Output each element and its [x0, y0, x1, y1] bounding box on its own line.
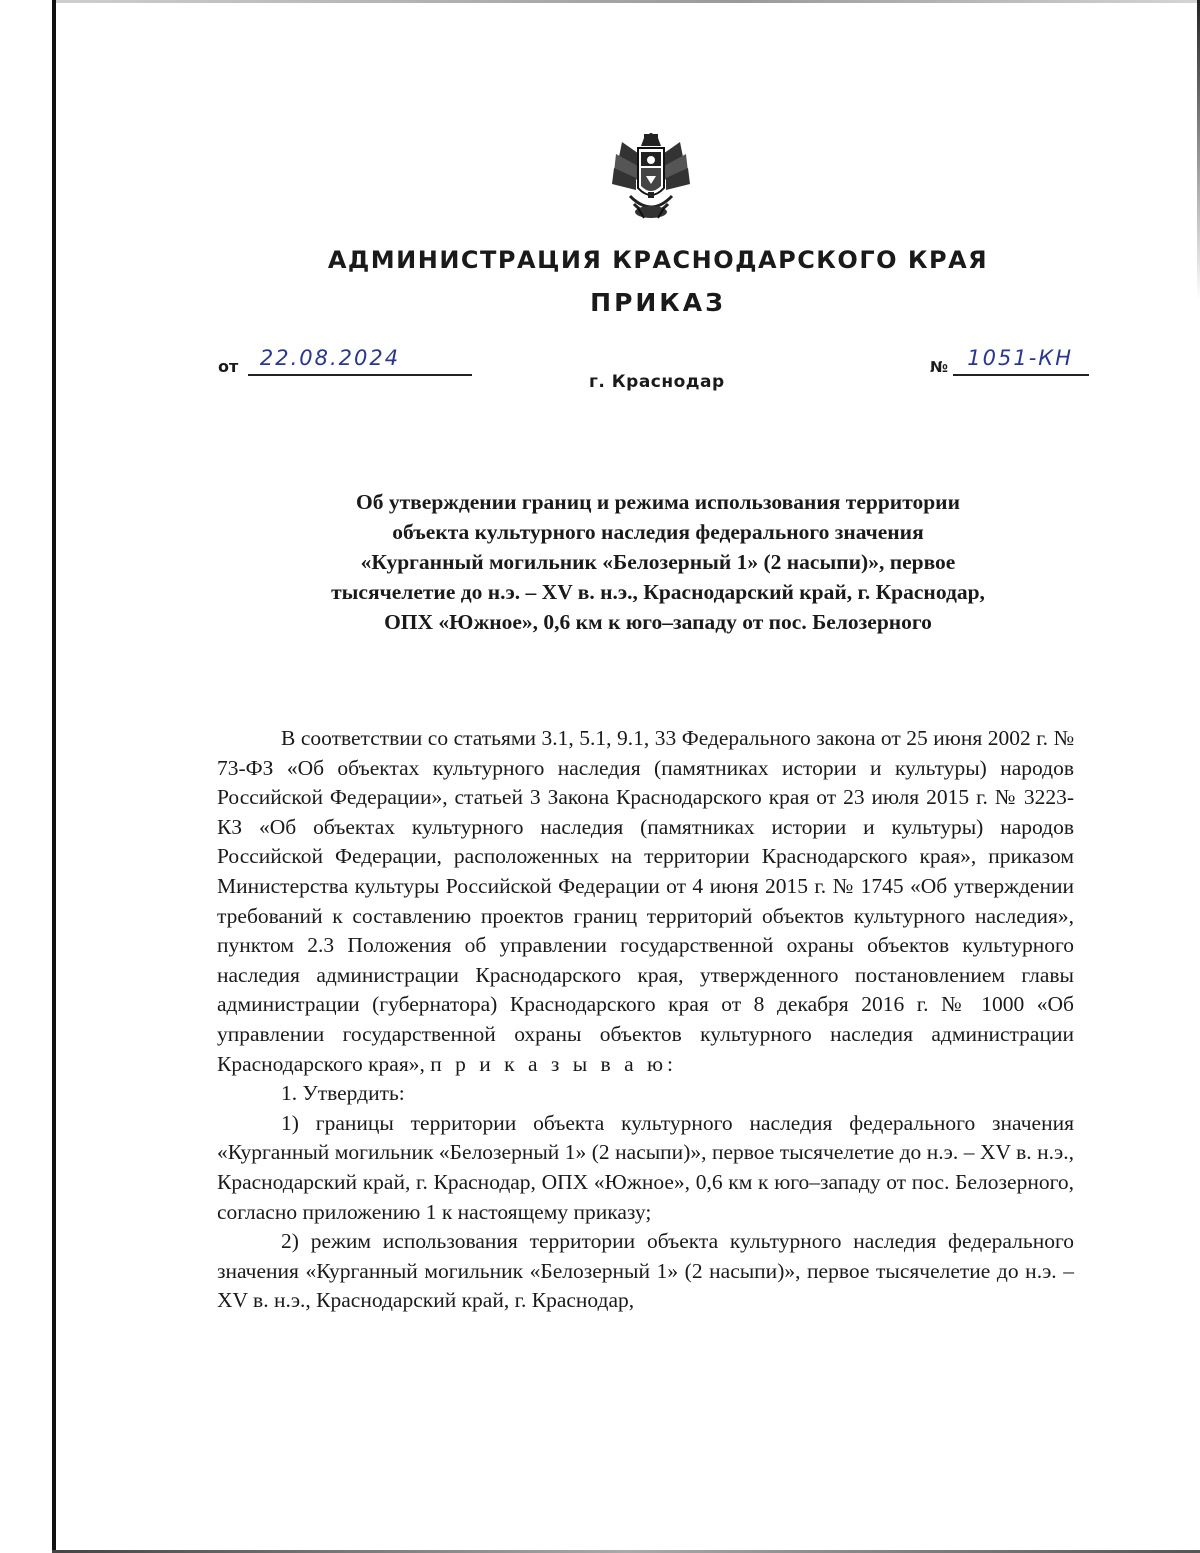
order-date-row — [218, 346, 472, 376]
scan-edge-top — [52, 0, 1200, 3]
number-prefix-label: № — [930, 358, 949, 376]
coat-of-arms-icon — [608, 132, 694, 224]
city-label: г. Краснодар — [589, 372, 725, 392]
organization-title: АДМИНИСТРАЦИЯ КРАСНОДАРСКОГО КРАЯ — [327, 246, 989, 274]
heading-line: тысячелетие до н.э. – XV в. н.э., Краснодарский край, г. Краснодар, — [331, 580, 985, 604]
document-heading — [236, 487, 1080, 637]
preamble-text: В соответствии со статьями 3.1, 5.1, 9.1, 33 Федерального закона от 25 июня 2002 г. № 73-ФЗ «Об объектах культурного наследия (памятниках истории и культуры) народов Российской Федерации», статьей 3 Закона Краснодарского края от 23 июля 2015 г. № 3223-КЗ «Об объектах культурного наследия (памятниках истории и культуры) народов Российской Федерации, расположенных на территории Краснодарского края», приказом Министерства культуры Российской Федерации от 4 июня 2015 г. № 1745 «Об утверждении требований к составлению проектов границ территорий объектов культурного наследия», пунктом 2.3 Положения об управлении государственной охраны объектов культурного наследия администрации Краснодарского края, утвержденного постановлением главы администрации (губернатора) Краснодарского края от 8 декабря 2016 г. № 1000 «Об управлении государственной охраны объектов культурного наследия администрации Краснодарского края», — [217, 726, 1074, 1076]
heading-line: ОПХ «Южное», 0,6 км к юго–западу от пос. Белозерного — [384, 610, 932, 634]
document-body — [217, 724, 1074, 1316]
scan-edge-left — [52, 0, 56, 1553]
order-number-row — [930, 346, 1089, 376]
item-1-1-paragraph: 1) границы территории объекта культурного наследия федерального значения «Курганный могильник «Белозерный 1» (2 насыпи)», первое тысячелетие до н.э. – XV в. н.э., Краснодарский край, г. Краснодар, ОПХ «Южное», 0,6 км к юго–западу от пос. Белозерного, согласно приложению 1 к настоящему приказу; — [217, 1110, 1074, 1224]
preamble-paragraph — [217, 724, 1074, 1079]
heading-line: объекта культурного наследия федерального значения — [392, 520, 924, 544]
order-date-field — [248, 346, 472, 376]
heading-line: «Курганный могильник «Белозерный 1» (2 насыпи)», первое — [360, 550, 956, 574]
order-number-field — [953, 346, 1089, 376]
date-prefix-label: от — [218, 357, 239, 376]
item-1-paragraph: 1. Утвердить: — [281, 1081, 405, 1106]
item-1-2-paragraph: 2) режим использования территории объекта культурного наследия федерального значения «Курганный могильник «Белозерный 1» (2 насыпи)», первое тысячелетие до н.э. – XV в. н.э., Краснодарский край, г. Краснодар, — [217, 1229, 1074, 1313]
order-date-value: 22.08.2024 — [259, 346, 401, 370]
heading-line: Об утверждении границ и режима использования территории — [356, 490, 960, 514]
document-type-title: ПРИКАЗ — [590, 288, 726, 317]
order-number-value: 1051-КН — [967, 346, 1074, 370]
order-word: п р и к а з ы в а ю: — [430, 1051, 678, 1076]
